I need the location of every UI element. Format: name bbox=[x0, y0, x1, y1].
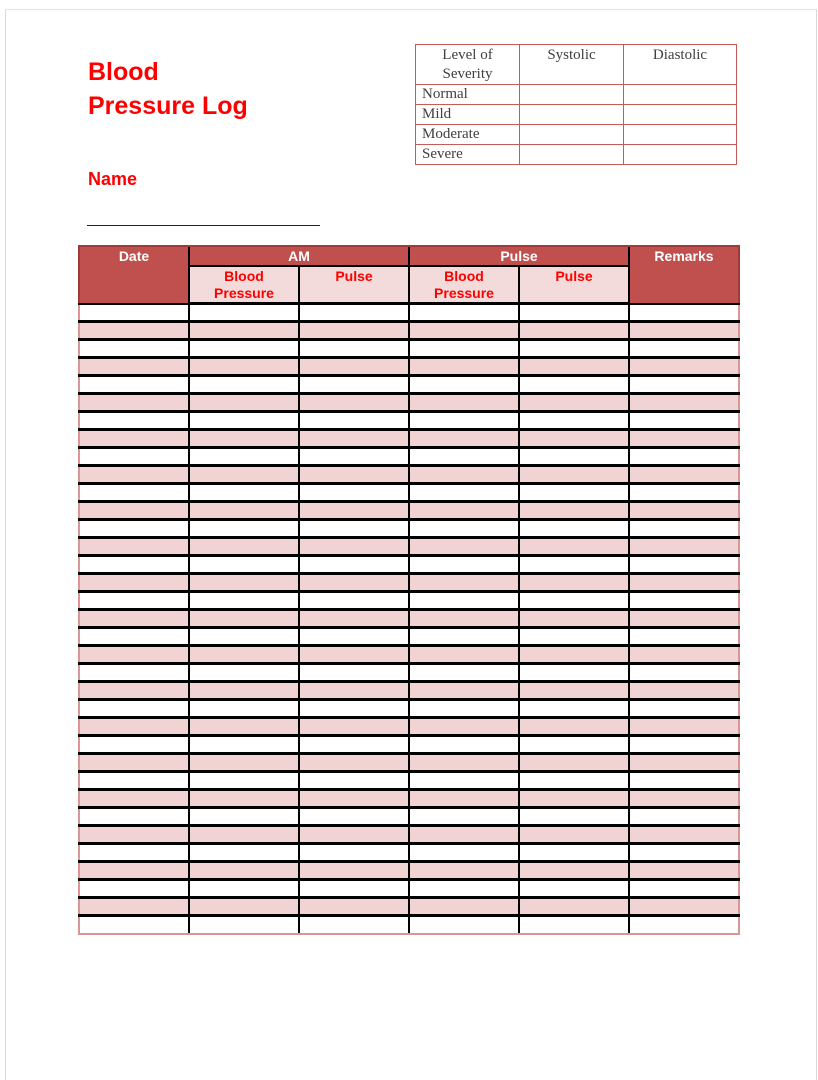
am-blood-pressure-cell bbox=[189, 916, 299, 934]
am-blood-pressure-cell bbox=[189, 628, 299, 646]
log-row bbox=[79, 844, 739, 862]
am-pulse-cell bbox=[299, 916, 409, 934]
severity-diastolic-cell bbox=[624, 85, 737, 105]
pm-pulse-cell bbox=[519, 916, 629, 934]
remarks-cell bbox=[629, 412, 739, 430]
log-row bbox=[79, 610, 739, 628]
log-row bbox=[79, 664, 739, 682]
severity-row bbox=[416, 145, 737, 165]
pm-blood-pressure-cell bbox=[409, 646, 519, 664]
am-blood-pressure-cell bbox=[189, 736, 299, 754]
remarks-cell bbox=[629, 916, 739, 934]
am-pulse-cell bbox=[299, 502, 409, 520]
pm-blood-pressure-cell bbox=[409, 808, 519, 826]
log-row bbox=[79, 916, 739, 934]
date-cell bbox=[79, 592, 189, 610]
am-blood-pressure-cell bbox=[189, 844, 299, 862]
pm-pulse-cell bbox=[519, 412, 629, 430]
am-pulse-cell bbox=[299, 700, 409, 718]
am-blood-pressure-cell bbox=[189, 358, 299, 376]
log-header-date: Date bbox=[79, 246, 189, 304]
pm-pulse-cell bbox=[519, 574, 629, 592]
log-row bbox=[79, 736, 739, 754]
severity-diastolic-cell bbox=[624, 145, 737, 165]
am-pulse-cell bbox=[299, 628, 409, 646]
am-blood-pressure-cell bbox=[189, 862, 299, 880]
pm-pulse-cell bbox=[519, 430, 629, 448]
remarks-cell bbox=[629, 610, 739, 628]
severity-systolic-cell bbox=[520, 145, 624, 165]
pm-blood-pressure-cell bbox=[409, 664, 519, 682]
page-edge-top bbox=[5, 9, 816, 10]
page-title-line2: Pressure Log bbox=[88, 92, 248, 120]
am-blood-pressure-cell bbox=[189, 700, 299, 718]
remarks-cell bbox=[629, 574, 739, 592]
am-pulse-cell bbox=[299, 394, 409, 412]
pm-pulse-cell bbox=[519, 610, 629, 628]
page-edge-left bbox=[5, 9, 6, 1080]
pm-pulse-cell bbox=[519, 538, 629, 556]
am-pulse-cell bbox=[299, 358, 409, 376]
severity-systolic-cell bbox=[520, 105, 624, 125]
remarks-cell bbox=[629, 844, 739, 862]
remarks-cell bbox=[629, 862, 739, 880]
am-pulse-cell bbox=[299, 520, 409, 538]
log-row bbox=[79, 466, 739, 484]
log-row bbox=[79, 592, 739, 610]
severity-header-level: Level of Severity bbox=[416, 45, 520, 85]
remarks-cell bbox=[629, 430, 739, 448]
remarks-cell bbox=[629, 448, 739, 466]
date-cell bbox=[79, 340, 189, 358]
date-cell bbox=[79, 394, 189, 412]
pm-blood-pressure-cell bbox=[409, 376, 519, 394]
am-pulse-cell bbox=[299, 772, 409, 790]
pm-pulse-cell bbox=[519, 772, 629, 790]
am-blood-pressure-cell bbox=[189, 394, 299, 412]
date-cell bbox=[79, 484, 189, 502]
am-blood-pressure-cell bbox=[189, 610, 299, 628]
pm-blood-pressure-cell bbox=[409, 880, 519, 898]
pm-blood-pressure-cell bbox=[409, 358, 519, 376]
name-label: Name bbox=[88, 169, 138, 189]
date-cell bbox=[79, 880, 189, 898]
date-cell bbox=[79, 304, 189, 322]
remarks-cell bbox=[629, 340, 739, 358]
am-blood-pressure-cell bbox=[189, 592, 299, 610]
date-cell bbox=[79, 700, 189, 718]
pm-blood-pressure-cell bbox=[409, 826, 519, 844]
pm-pulse-cell bbox=[519, 790, 629, 808]
pm-blood-pressure-cell bbox=[409, 538, 519, 556]
pm-pulse-cell bbox=[519, 880, 629, 898]
remarks-cell bbox=[629, 556, 739, 574]
log-row bbox=[79, 556, 739, 574]
date-cell bbox=[79, 664, 189, 682]
am-pulse-cell bbox=[299, 718, 409, 736]
log-row bbox=[79, 304, 739, 322]
pm-pulse-cell bbox=[519, 862, 629, 880]
log-header-row bbox=[79, 246, 739, 266]
pm-pulse-cell bbox=[519, 646, 629, 664]
pm-pulse-cell bbox=[519, 322, 629, 340]
severity-systolic-cell bbox=[520, 85, 624, 105]
pm-blood-pressure-cell bbox=[409, 448, 519, 466]
am-blood-pressure-cell bbox=[189, 718, 299, 736]
severity-header-row bbox=[416, 45, 737, 85]
am-blood-pressure-cell bbox=[189, 646, 299, 664]
pm-blood-pressure-cell bbox=[409, 574, 519, 592]
severity-row bbox=[416, 125, 737, 145]
log-row bbox=[79, 646, 739, 664]
am-pulse-cell bbox=[299, 412, 409, 430]
date-cell bbox=[79, 844, 189, 862]
pm-pulse-cell bbox=[519, 466, 629, 484]
remarks-cell bbox=[629, 394, 739, 412]
pm-pulse-cell bbox=[519, 808, 629, 826]
am-blood-pressure-cell bbox=[189, 556, 299, 574]
am-blood-pressure-cell bbox=[189, 574, 299, 592]
bp-log-table bbox=[78, 245, 740, 935]
remarks-cell bbox=[629, 754, 739, 772]
pm-blood-pressure-cell bbox=[409, 412, 519, 430]
date-cell bbox=[79, 808, 189, 826]
date-cell bbox=[79, 412, 189, 430]
date-cell bbox=[79, 610, 189, 628]
date-cell bbox=[79, 628, 189, 646]
severity-level-label: Normal bbox=[416, 85, 520, 105]
pm-pulse-cell bbox=[519, 592, 629, 610]
remarks-cell bbox=[629, 808, 739, 826]
pm-blood-pressure-cell bbox=[409, 502, 519, 520]
log-subheader-am-pulse: Pulse bbox=[299, 266, 409, 304]
am-pulse-cell bbox=[299, 592, 409, 610]
am-pulse-cell bbox=[299, 862, 409, 880]
date-cell bbox=[79, 772, 189, 790]
am-pulse-cell bbox=[299, 484, 409, 502]
pm-blood-pressure-cell bbox=[409, 610, 519, 628]
am-pulse-cell bbox=[299, 430, 409, 448]
pm-pulse-cell bbox=[519, 394, 629, 412]
severity-table bbox=[415, 44, 737, 165]
pm-blood-pressure-cell bbox=[409, 592, 519, 610]
pm-blood-pressure-cell bbox=[409, 556, 519, 574]
log-row bbox=[79, 358, 739, 376]
pm-pulse-cell bbox=[519, 358, 629, 376]
log-row bbox=[79, 520, 739, 538]
pm-pulse-cell bbox=[519, 700, 629, 718]
log-row bbox=[79, 412, 739, 430]
log-row bbox=[79, 718, 739, 736]
pm-blood-pressure-cell bbox=[409, 718, 519, 736]
remarks-cell bbox=[629, 790, 739, 808]
log-row bbox=[79, 322, 739, 340]
am-pulse-cell bbox=[299, 898, 409, 916]
am-blood-pressure-cell bbox=[189, 466, 299, 484]
date-cell bbox=[79, 358, 189, 376]
remarks-cell bbox=[629, 718, 739, 736]
remarks-cell bbox=[629, 304, 739, 322]
am-pulse-cell bbox=[299, 736, 409, 754]
date-cell bbox=[79, 898, 189, 916]
pm-pulse-cell bbox=[519, 826, 629, 844]
log-row bbox=[79, 880, 739, 898]
severity-header-systolic: Systolic bbox=[520, 45, 624, 85]
remarks-cell bbox=[629, 736, 739, 754]
log-row bbox=[79, 484, 739, 502]
remarks-cell bbox=[629, 700, 739, 718]
remarks-cell bbox=[629, 520, 739, 538]
remarks-cell bbox=[629, 664, 739, 682]
remarks-cell bbox=[629, 628, 739, 646]
remarks-cell bbox=[629, 466, 739, 484]
log-row bbox=[79, 790, 739, 808]
remarks-cell bbox=[629, 646, 739, 664]
pm-blood-pressure-cell bbox=[409, 466, 519, 484]
date-cell bbox=[79, 520, 189, 538]
am-blood-pressure-cell bbox=[189, 790, 299, 808]
remarks-cell bbox=[629, 772, 739, 790]
am-blood-pressure-cell bbox=[189, 430, 299, 448]
am-pulse-cell bbox=[299, 808, 409, 826]
pm-blood-pressure-cell bbox=[409, 304, 519, 322]
am-pulse-cell bbox=[299, 448, 409, 466]
pm-blood-pressure-cell bbox=[409, 682, 519, 700]
am-pulse-cell bbox=[299, 538, 409, 556]
pm-blood-pressure-cell bbox=[409, 430, 519, 448]
am-pulse-cell bbox=[299, 844, 409, 862]
date-cell bbox=[79, 556, 189, 574]
am-blood-pressure-cell bbox=[189, 502, 299, 520]
am-blood-pressure-cell bbox=[189, 826, 299, 844]
log-subheader-am-blood-pressure: Blood Pressure bbox=[189, 266, 299, 304]
am-blood-pressure-cell bbox=[189, 772, 299, 790]
log-row bbox=[79, 394, 739, 412]
pm-pulse-cell bbox=[519, 502, 629, 520]
am-blood-pressure-cell bbox=[189, 412, 299, 430]
am-blood-pressure-cell bbox=[189, 304, 299, 322]
severity-diastolic-cell bbox=[624, 125, 737, 145]
pm-pulse-cell bbox=[519, 718, 629, 736]
am-pulse-cell bbox=[299, 754, 409, 772]
log-row bbox=[79, 754, 739, 772]
pm-pulse-cell bbox=[519, 340, 629, 358]
am-pulse-cell bbox=[299, 646, 409, 664]
log-subheader-pm-blood-pressure: Blood Pressure bbox=[409, 266, 519, 304]
pm-pulse-cell bbox=[519, 898, 629, 916]
am-pulse-cell bbox=[299, 340, 409, 358]
log-row bbox=[79, 448, 739, 466]
page-title bbox=[88, 55, 248, 123]
log-subheader-pm-pulse: Pulse bbox=[519, 266, 629, 304]
am-blood-pressure-cell bbox=[189, 808, 299, 826]
remarks-cell bbox=[629, 538, 739, 556]
pm-pulse-cell bbox=[519, 520, 629, 538]
log-header-remarks: Remarks bbox=[629, 246, 739, 304]
remarks-cell bbox=[629, 484, 739, 502]
pm-blood-pressure-cell bbox=[409, 484, 519, 502]
pm-blood-pressure-cell bbox=[409, 340, 519, 358]
date-cell bbox=[79, 646, 189, 664]
pm-blood-pressure-cell bbox=[409, 898, 519, 916]
log-row bbox=[79, 898, 739, 916]
page-edge-right bbox=[816, 9, 817, 1080]
am-pulse-cell bbox=[299, 376, 409, 394]
remarks-cell bbox=[629, 322, 739, 340]
pm-blood-pressure-cell bbox=[409, 790, 519, 808]
am-blood-pressure-cell bbox=[189, 880, 299, 898]
am-blood-pressure-cell bbox=[189, 754, 299, 772]
pm-pulse-cell bbox=[519, 628, 629, 646]
am-blood-pressure-cell bbox=[189, 322, 299, 340]
am-blood-pressure-cell bbox=[189, 520, 299, 538]
am-blood-pressure-cell bbox=[189, 448, 299, 466]
log-row bbox=[79, 502, 739, 520]
am-blood-pressure-cell bbox=[189, 538, 299, 556]
log-header-am-group: AM bbox=[189, 246, 409, 266]
am-pulse-cell bbox=[299, 610, 409, 628]
severity-systolic-cell bbox=[520, 125, 624, 145]
log-header-pm-group: Pulse bbox=[409, 246, 629, 266]
am-pulse-cell bbox=[299, 322, 409, 340]
log-row bbox=[79, 826, 739, 844]
am-blood-pressure-cell bbox=[189, 376, 299, 394]
date-cell bbox=[79, 682, 189, 700]
severity-row bbox=[416, 85, 737, 105]
log-table-body bbox=[79, 304, 739, 934]
name-fill-line bbox=[87, 211, 320, 226]
am-blood-pressure-cell bbox=[189, 340, 299, 358]
am-pulse-cell bbox=[299, 664, 409, 682]
date-cell bbox=[79, 538, 189, 556]
am-pulse-cell bbox=[299, 556, 409, 574]
am-blood-pressure-cell bbox=[189, 898, 299, 916]
remarks-cell bbox=[629, 358, 739, 376]
date-cell bbox=[79, 502, 189, 520]
severity-level-label: Mild bbox=[416, 105, 520, 125]
date-cell bbox=[79, 736, 189, 754]
pm-pulse-cell bbox=[519, 754, 629, 772]
pm-blood-pressure-cell bbox=[409, 628, 519, 646]
date-cell bbox=[79, 862, 189, 880]
pm-blood-pressure-cell bbox=[409, 772, 519, 790]
pm-pulse-cell bbox=[519, 376, 629, 394]
log-row bbox=[79, 430, 739, 448]
pm-pulse-cell bbox=[519, 484, 629, 502]
severity-row bbox=[416, 105, 737, 125]
pm-pulse-cell bbox=[519, 736, 629, 754]
remarks-cell bbox=[629, 682, 739, 700]
pm-pulse-cell bbox=[519, 448, 629, 466]
pm-blood-pressure-cell bbox=[409, 322, 519, 340]
date-cell bbox=[79, 322, 189, 340]
pm-pulse-cell bbox=[519, 844, 629, 862]
am-pulse-cell bbox=[299, 574, 409, 592]
severity-level-label: Severe bbox=[416, 145, 520, 165]
remarks-cell bbox=[629, 376, 739, 394]
pm-blood-pressure-cell bbox=[409, 754, 519, 772]
am-pulse-cell bbox=[299, 826, 409, 844]
pm-pulse-cell bbox=[519, 682, 629, 700]
date-cell bbox=[79, 916, 189, 934]
am-pulse-cell bbox=[299, 880, 409, 898]
pm-pulse-cell bbox=[519, 556, 629, 574]
pm-blood-pressure-cell bbox=[409, 736, 519, 754]
date-cell bbox=[79, 718, 189, 736]
am-pulse-cell bbox=[299, 790, 409, 808]
date-cell bbox=[79, 448, 189, 466]
severity-table-body bbox=[416, 85, 737, 165]
am-pulse-cell bbox=[299, 466, 409, 484]
date-cell bbox=[79, 574, 189, 592]
pm-blood-pressure-cell bbox=[409, 700, 519, 718]
log-row bbox=[79, 538, 739, 556]
am-blood-pressure-cell bbox=[189, 484, 299, 502]
pm-blood-pressure-cell bbox=[409, 916, 519, 934]
severity-header-diastolic: Diastolic bbox=[624, 45, 737, 85]
pm-blood-pressure-cell bbox=[409, 520, 519, 538]
date-cell bbox=[79, 376, 189, 394]
pm-blood-pressure-cell bbox=[409, 844, 519, 862]
log-row bbox=[79, 340, 739, 358]
remarks-cell bbox=[629, 898, 739, 916]
page-title-line1: Blood bbox=[88, 58, 159, 86]
date-cell bbox=[79, 754, 189, 772]
log-row bbox=[79, 700, 739, 718]
severity-diastolic-cell bbox=[624, 105, 737, 125]
remarks-cell bbox=[629, 826, 739, 844]
am-pulse-cell bbox=[299, 682, 409, 700]
am-pulse-cell bbox=[299, 304, 409, 322]
log-row bbox=[79, 628, 739, 646]
remarks-cell bbox=[629, 502, 739, 520]
am-blood-pressure-cell bbox=[189, 664, 299, 682]
log-row bbox=[79, 574, 739, 592]
am-blood-pressure-cell bbox=[189, 682, 299, 700]
date-cell bbox=[79, 790, 189, 808]
pm-pulse-cell bbox=[519, 304, 629, 322]
severity-level-label: Moderate bbox=[416, 125, 520, 145]
date-cell bbox=[79, 430, 189, 448]
pm-blood-pressure-cell bbox=[409, 394, 519, 412]
pm-blood-pressure-cell bbox=[409, 862, 519, 880]
date-cell bbox=[79, 466, 189, 484]
remarks-cell bbox=[629, 592, 739, 610]
pm-pulse-cell bbox=[519, 664, 629, 682]
log-row bbox=[79, 376, 739, 394]
log-row bbox=[79, 862, 739, 880]
log-row bbox=[79, 808, 739, 826]
log-row bbox=[79, 682, 739, 700]
remarks-cell bbox=[629, 880, 739, 898]
log-row bbox=[79, 772, 739, 790]
date-cell bbox=[79, 826, 189, 844]
